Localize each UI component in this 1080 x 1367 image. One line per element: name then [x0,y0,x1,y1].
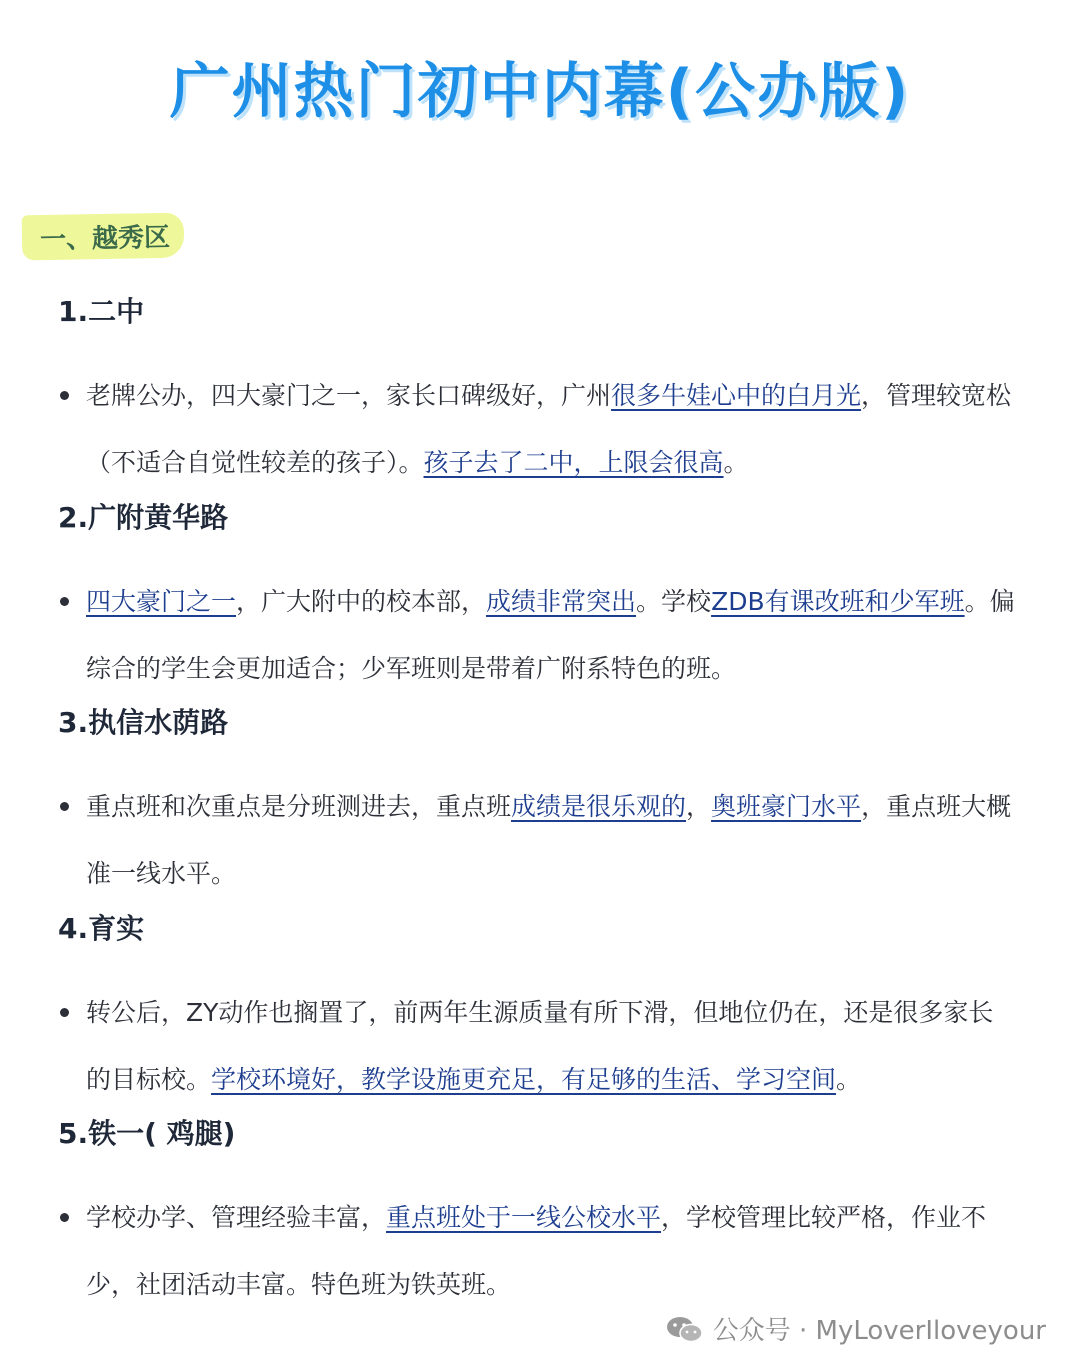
school-description: 学校办学、管理经验丰富，重点班处于一线公校水平，学校管理比较严格，作业不少，社团活动丰富。特色班为铁英班。 [58,1184,1018,1318]
district-heading: 一、越秀区 [22,213,185,261]
underlined-highlight: 孩子去了二中，上限会很高 [423,448,724,477]
school-section [58,909,1018,1113]
school-description: 重点班和次重点是分班测进去，重点班成绩是很乐观的，奥班豪门水平，重点班大概准一线水平。 [58,773,1018,907]
page-title: 广州热门初中内幕(公办版) [169,57,911,127]
underlined-highlight: 重点班处于一线公校水平 [386,1203,662,1232]
school-name: 1.二中 [58,295,145,328]
school-description: 转公后，ZY动作也搁置了，前两年生源质量有所下滑，但地位仍在，还是很多家长的目标校。学校环境好，教学设施更充足，有足够的生活、学习空间。 [58,979,1018,1113]
underlined-highlight: ZDB有课改班和少军班 [711,587,965,616]
school-description: 老牌公办，四大豪门之一，家长口碑级好，广州很多牛娃心中的白月光，管理较宽松（不适合自觉性较差的孩子）。孩子去了二中，上限会很高。 [58,362,1018,496]
school-name: 5.铁一( 鸡腿) [58,1117,236,1150]
school-section [58,498,1018,702]
underlined-highlight: 很多牛娃心中的白月光 [611,381,862,410]
school-name: 3.执信水荫路 [58,706,229,739]
underlined-highlight: 成绩是很乐观的 [511,792,687,821]
wechat-icon [665,1314,705,1344]
school-name: 2.广附黄华路 [58,501,229,534]
watermark-text: 公众号 · MyLoverIloveyour [712,1316,1046,1346]
school-section [58,703,1018,907]
underlined-highlight: 学校环境好，教学设施更充足，有足够的生活、学习空间 [211,1065,837,1094]
school-name: 4.育实 [58,912,145,945]
underlined-highlight: 奥班豪门水平 [711,792,862,821]
school-section [58,1114,1018,1318]
watermark [665,1310,1046,1347]
school-description: 四大豪门之一，广大附中的校本部，成绩非常突出。学校ZDB有课改班和少军班。偏综合的学生会更加适合；少军班则是带着广附系特色的班。 [58,568,1018,702]
school-section [58,292,1018,496]
underlined-highlight: 成绩非常突出 [486,587,637,616]
underlined-highlight: 四大豪门之一 [86,587,237,616]
